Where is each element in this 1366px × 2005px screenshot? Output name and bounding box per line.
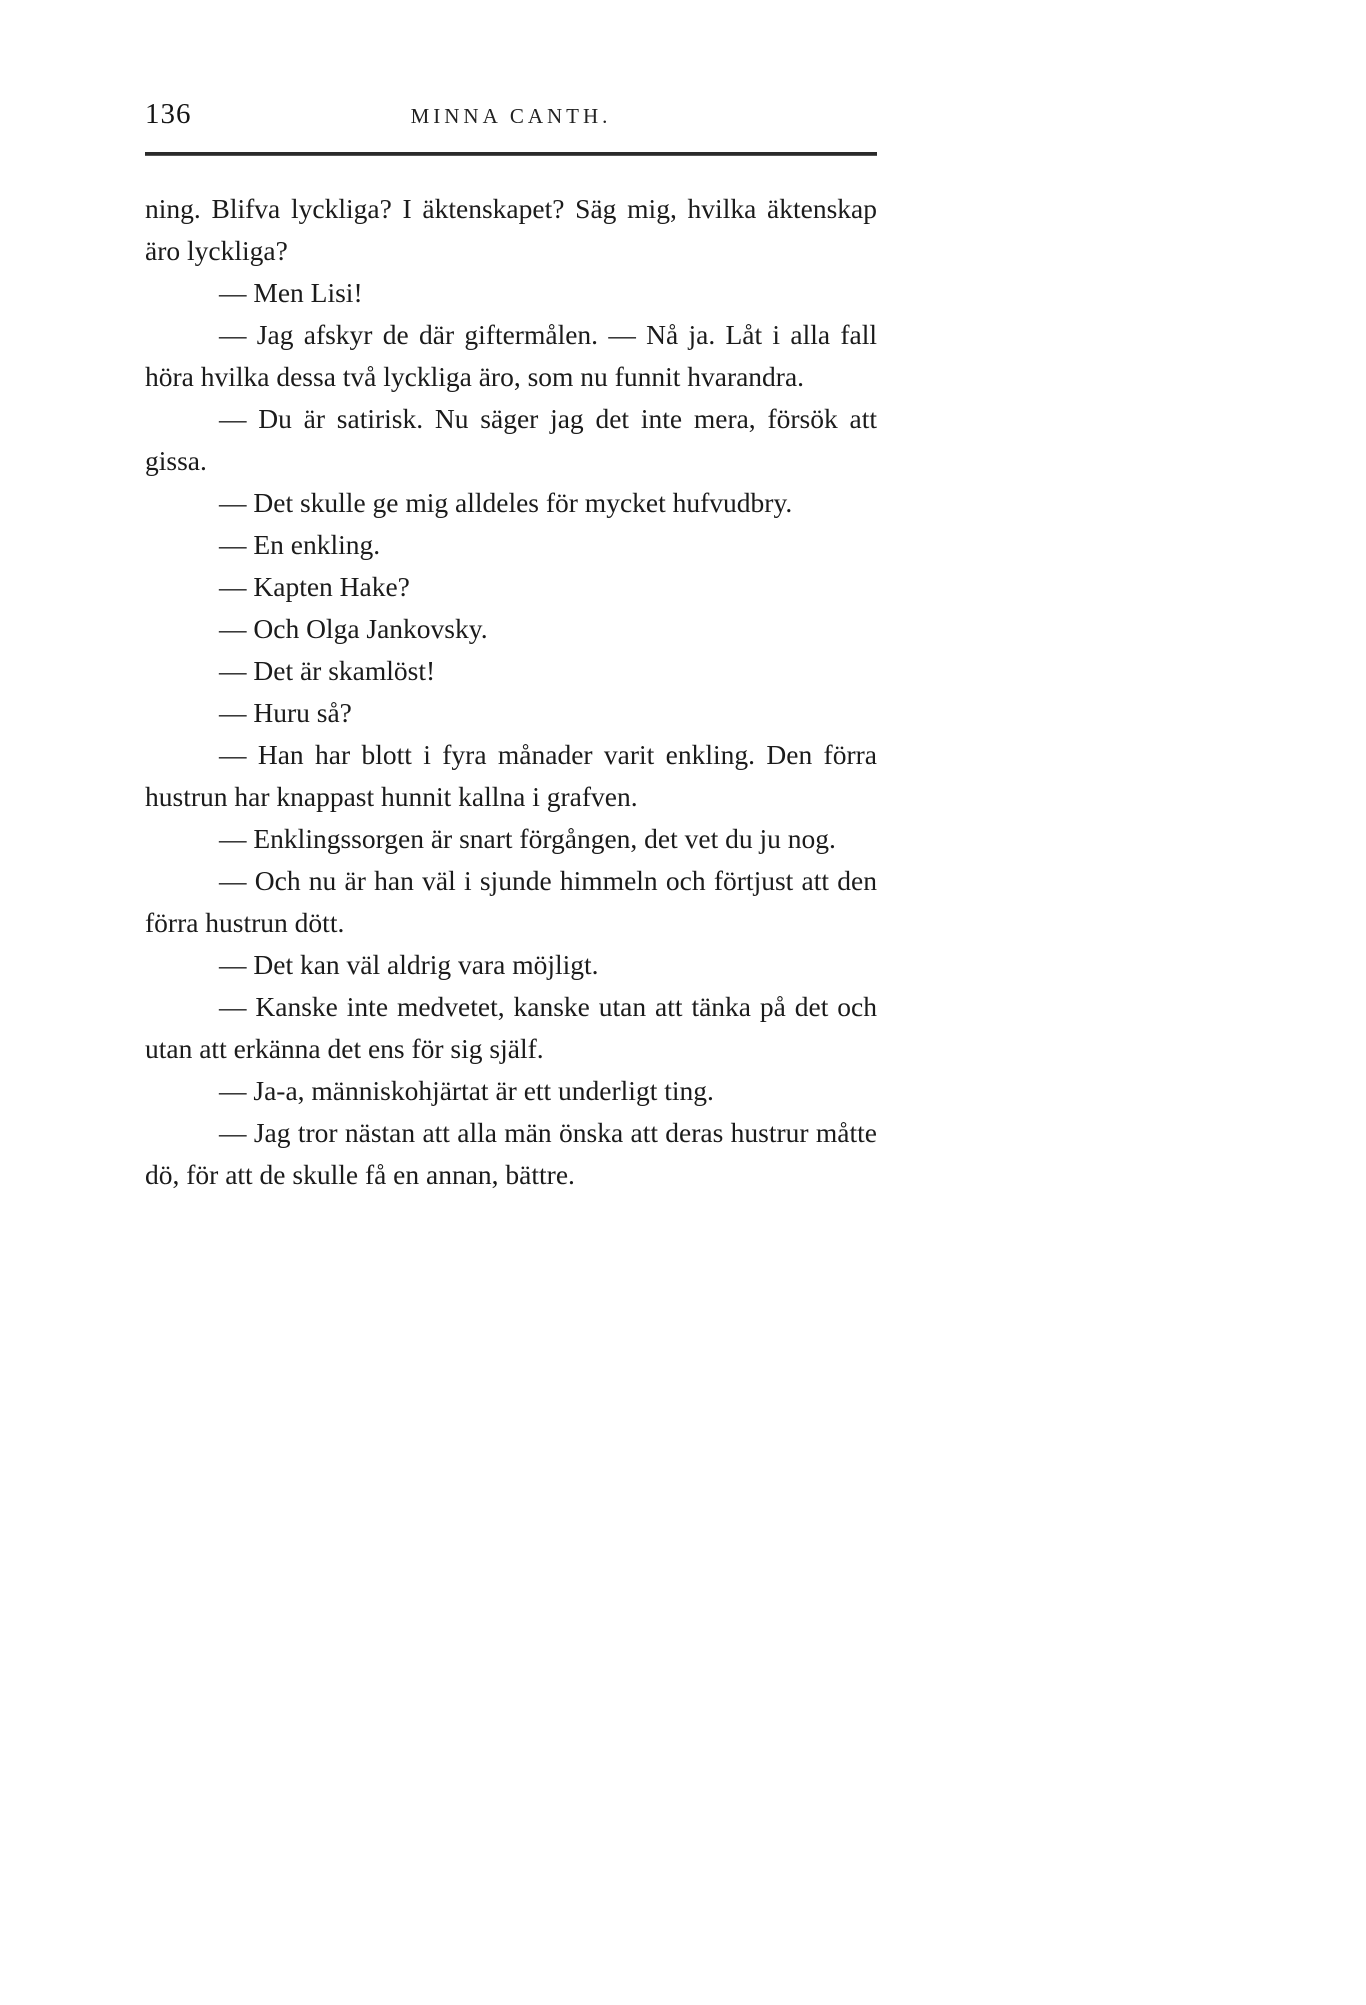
paragraph: — Men Lisi! — [219, 277, 363, 308]
paragraph: — Jag tror nästan att alla män önska att deras hustrur måtte dö, för att de skulle få en annan, bättre. — [145, 1117, 877, 1190]
paragraph: — Kanske inte medvetet, kanske utan att tänka på det och utan att erkänna det ens för sig själf. — [145, 991, 877, 1064]
paragraph: — Han har blott i fyra månader varit enkling. Den förra hustrun har knappast hunnit kallna i grafven. — [145, 739, 877, 812]
paragraph: — En enkling. — [219, 529, 381, 560]
page-number: 136 — [145, 98, 192, 130]
running-header: MINNA CANTH. — [410, 104, 612, 128]
paragraph: — Det är skamlöst! — [219, 655, 436, 686]
paragraph: — Det kan väl aldrig vara möjligt. — [219, 949, 599, 980]
paragraph: ning. Blifva lyckliga? I äktenskapet? Säg mig, hvilka äktenskap äro lyckliga? — [145, 193, 877, 266]
paragraph: — Och nu är han väl i sjunde himmeln och förtjust att den förra hustrun dött. — [145, 865, 877, 938]
paragraph: — Kapten Hake? — [219, 571, 410, 602]
page-header — [145, 98, 877, 138]
paragraph: — Och Olga Jankovsky. — [219, 613, 488, 644]
page-body — [145, 188, 877, 1196]
paragraph: — Enklingssorgen är snart förgången, det vet du ju nog. — [219, 823, 836, 854]
paragraph: — Det skulle ge mig alldeles för mycket hufvudbry. — [219, 487, 793, 518]
paragraph: — Ja-a, människohjärtat är ett underligt ting. — [219, 1075, 714, 1106]
paragraph: — Du är satirisk. Nu säger jag det inte mera, försök att gissa. — [145, 403, 877, 476]
paragraph: — Jag afskyr de där giftermålen. — Nå ja. Låt i alla fall höra hvilka dessa två lyckliga äro, som nu funnit hvarandra. — [145, 319, 877, 392]
paragraph: — Huru så? — [219, 697, 352, 728]
content-column — [145, 98, 877, 1196]
header-rule — [145, 152, 877, 156]
